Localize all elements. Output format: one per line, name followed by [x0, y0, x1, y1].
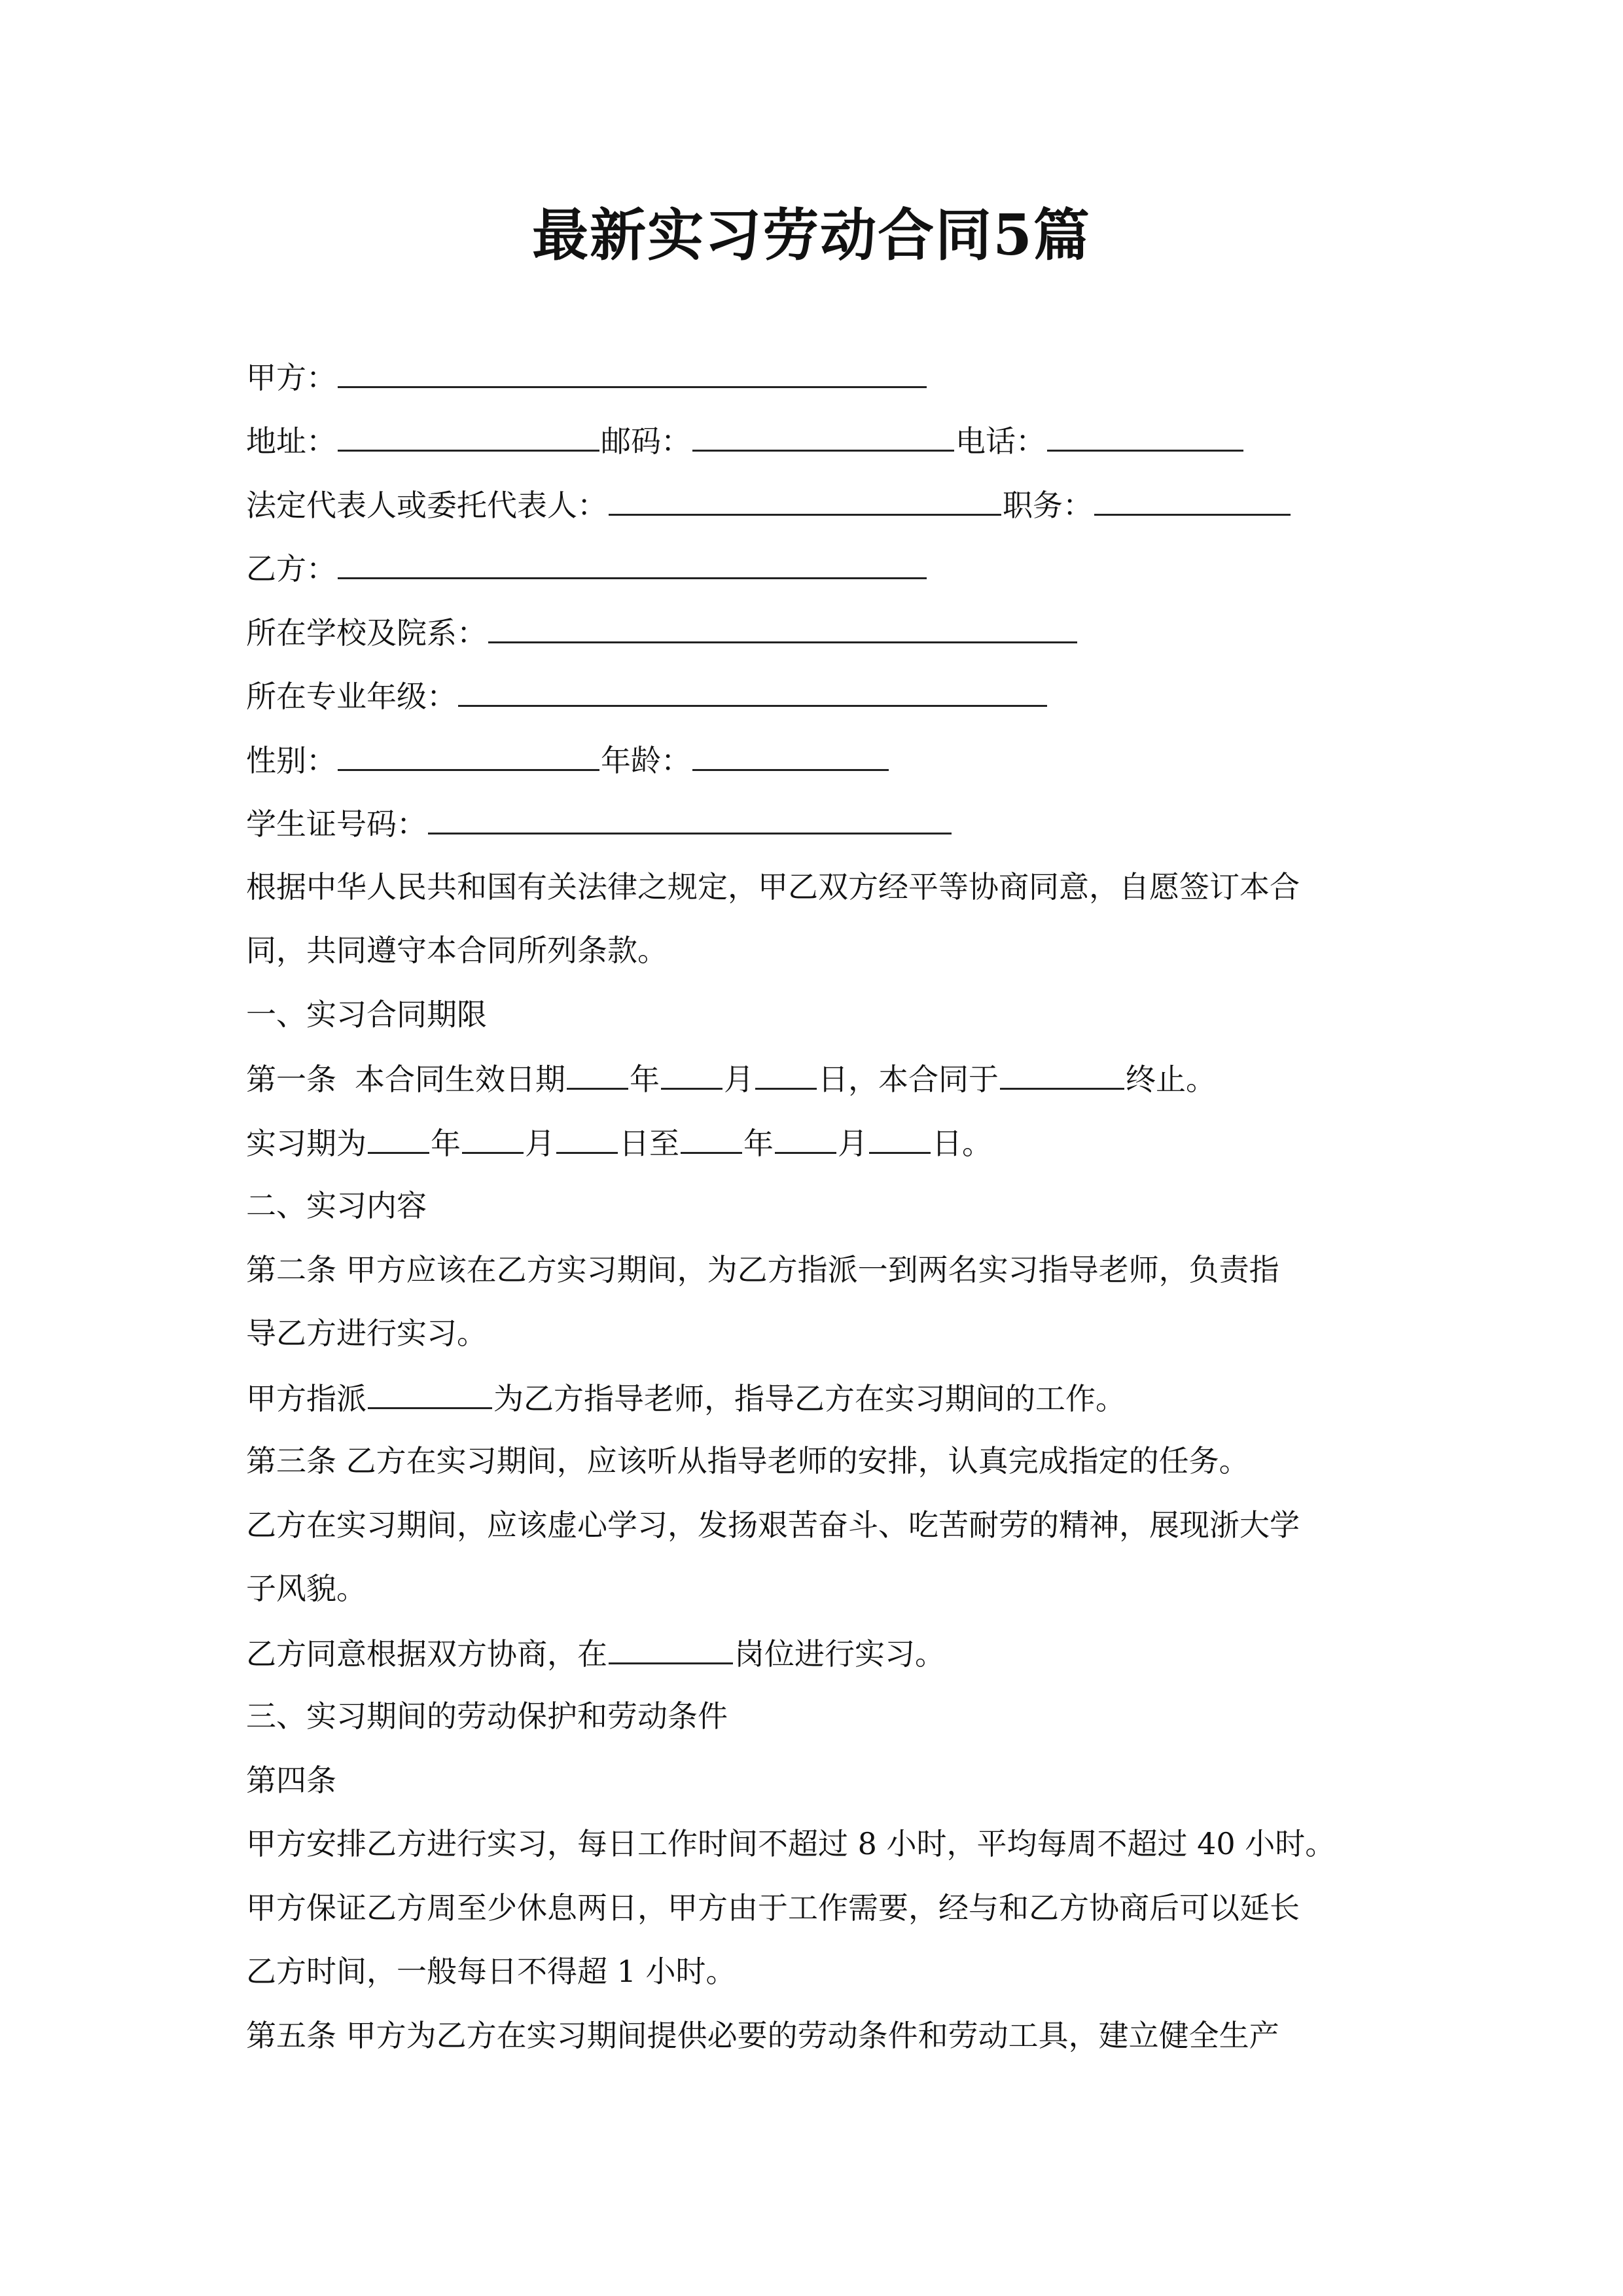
article-5-line: 第五条 甲方为乙方在实习期间提供必要的劳动条件和劳动工具，建立健全生产 [246, 2018, 1279, 2053]
month-label: 月 [724, 1062, 754, 1097]
party-b-blank[interactable] [338, 545, 927, 579]
start-month-blank[interactable] [661, 1055, 722, 1090]
article-3-line: 第三条 乙方在实习期间，应该听从指导老师的安排，认真完成指定的任务。 [246, 1443, 1249, 1479]
mentor-name-blank[interactable] [368, 1374, 492, 1409]
party-a-line [246, 353, 928, 399]
internship-period-line [246, 1119, 992, 1165]
post-text: 岗位进行实习。 [734, 1636, 945, 1672]
period-end-year-blank[interactable] [681, 1119, 742, 1154]
postcode-blank[interactable] [692, 417, 954, 452]
start-day-blank[interactable] [755, 1055, 817, 1090]
period-end-month-blank[interactable] [775, 1119, 836, 1154]
school-line [246, 609, 1079, 655]
post-line [246, 1630, 945, 1676]
year-label: 年 [431, 1126, 461, 1161]
major-blank[interactable] [458, 672, 1047, 707]
age-label: 年龄： [601, 743, 691, 778]
article-2-line-2: 导乙方进行实习。 [246, 1316, 487, 1351]
position-label: 职务： [1003, 488, 1093, 523]
study-paragraph-line-1: 乙方在实习期间，应该虚心学习，发扬艰苦奋斗、吃苦耐劳的精神，展现浙大学 [246, 1507, 1300, 1543]
article-4-heading: 第四条 [246, 1763, 336, 1798]
assign-text: 为乙方指导老师，指导乙方在实习期间的工作。 [493, 1381, 1126, 1416]
article-1-text: 本合同生效日期 [355, 1062, 565, 1097]
party-b-label: 乙方： [246, 551, 336, 586]
student-id-blank[interactable] [428, 800, 952, 834]
post-label: 乙方同意根据双方协商，在 [246, 1636, 607, 1672]
post-blank[interactable] [609, 1630, 733, 1664]
representative-line [246, 481, 1292, 527]
party-a-label: 甲方： [246, 360, 336, 395]
gender-label: 性别： [246, 743, 336, 778]
postcode-label: 邮码： [601, 423, 691, 459]
period-start-year-blank[interactable] [368, 1119, 429, 1154]
day-end-label: 日。 [932, 1126, 992, 1161]
day-comma-label: 日，本合同于 [818, 1062, 999, 1097]
year-label: 年 [630, 1062, 660, 1097]
party-b-line [246, 545, 928, 590]
period-start-day-blank[interactable] [556, 1119, 618, 1154]
section-heading-1: 一、实习合同期限 [246, 997, 487, 1032]
student-id-line [246, 800, 953, 846]
article-2-line-1: 第二条 甲方应该在乙方实习期间，为乙方指派一到两名实习指导老师，负责指 [246, 1252, 1279, 1287]
phone-label: 电话： [955, 423, 1046, 459]
article-1-line [246, 1055, 1216, 1101]
rest-paragraph-line-2: 乙方时间，一般每日不得超 1 小时。 [246, 1954, 736, 1989]
section-heading-3: 三、实习期间的劳动保护和劳动条件 [246, 1698, 728, 1734]
end-label: 终止。 [1126, 1062, 1216, 1097]
school-blank[interactable] [488, 609, 1077, 643]
month-label: 月 [838, 1126, 868, 1161]
party-a-blank[interactable] [338, 353, 927, 388]
start-year-blank[interactable] [567, 1055, 628, 1090]
month-label: 月 [525, 1126, 555, 1161]
year-label: 年 [743, 1126, 774, 1161]
phone-blank[interactable] [1047, 417, 1243, 452]
major-line [246, 672, 1048, 718]
working-hours-line: 甲方安排乙方进行实习，每日工作时间不超过 8 小时，平均每周不超过 40 小时。 [246, 1826, 1336, 1861]
study-paragraph-line-2: 子风貌。 [246, 1571, 366, 1606]
age-blank[interactable] [692, 736, 889, 771]
assign-mentor-line [246, 1374, 1126, 1420]
address-line [246, 417, 1245, 463]
rest-paragraph-line-1: 甲方保证乙方周至少休息两日，甲方由于工作需要，经与和乙方协商后可以延长 [246, 1890, 1300, 1926]
representative-label: 法定代表人或委托代表人： [246, 488, 607, 523]
period-label: 实习期为 [246, 1126, 366, 1161]
intro-paragraph-line-2: 同，共同遵守本合同所列条款。 [246, 933, 668, 968]
gender-line [246, 736, 890, 782]
document-title: 最新实习劳动合同5篇 [532, 202, 1091, 268]
article-1-number: 第一条 [246, 1062, 336, 1097]
representative-blank[interactable] [609, 481, 1001, 516]
student-id-label: 学生证号码： [246, 806, 427, 842]
day-to-label: 日至 [619, 1126, 679, 1161]
period-start-month-blank[interactable] [462, 1119, 524, 1154]
position-blank[interactable] [1094, 481, 1291, 516]
gender-blank[interactable] [338, 736, 599, 771]
address-label: 地址： [246, 423, 336, 459]
major-label: 所在专业年级： [246, 679, 457, 714]
intro-paragraph-line-1: 根据中华人民共和国有关法律之规定，甲乙双方经平等协商同意，自愿签订本合 [246, 869, 1300, 905]
period-end-day-blank[interactable] [869, 1119, 931, 1154]
school-label: 所在学校及院系： [246, 615, 487, 651]
section-heading-2: 二、实习内容 [246, 1188, 427, 1223]
address-blank[interactable] [338, 417, 599, 452]
end-date-blank[interactable] [1000, 1055, 1124, 1090]
assign-label: 甲方指派 [246, 1381, 366, 1416]
